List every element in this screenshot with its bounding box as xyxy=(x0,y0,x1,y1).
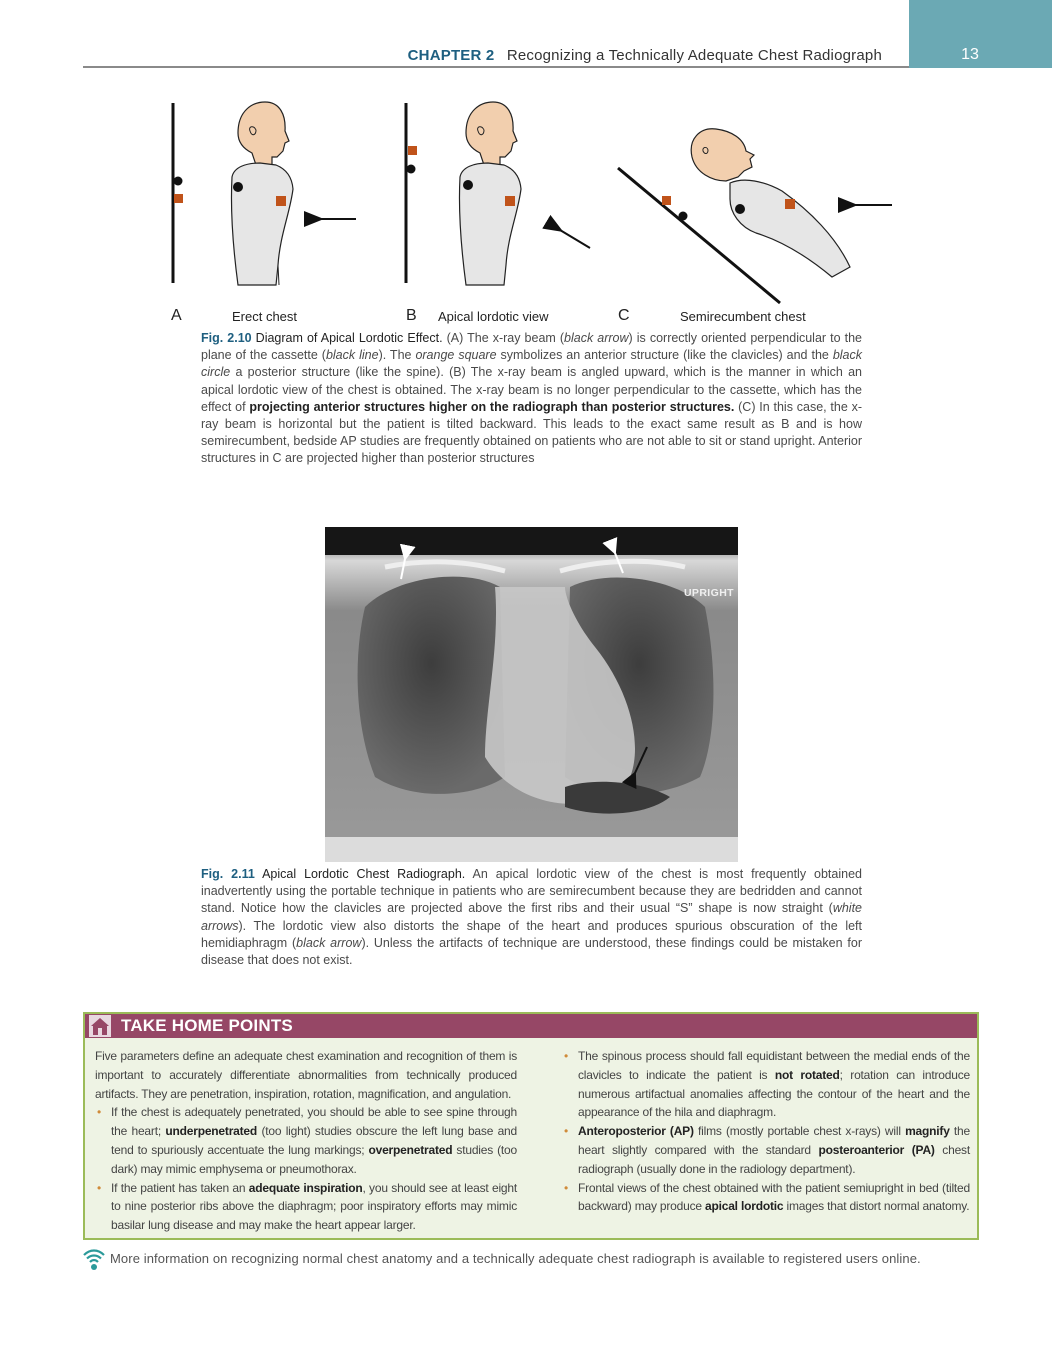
take-home-bullet xyxy=(562,1047,970,1122)
bullet-text: If the chest is adequately penetrated, you should be able to see spine through the heart; xyxy=(111,1105,517,1139)
caption-segment: An apical lordotic view of the chest is most frequently obtained inadvertently using the portable technique in patients who are semirecumbent because they are bedridden and cannot stand. Notice how the clavicles are projected above the first ribs and their usual “S” shape is now straight ( xyxy=(201,867,862,916)
caption-segment: ). The lordotic view also distorts the shape of the heart and produces spurious obscuration of the left hemidiaphragm ( xyxy=(201,918,862,950)
caption-segment: Fig. 2.10 xyxy=(201,331,252,345)
take-home-intro: Five parameters define an adequate chest examination and recognition of them is important to accurately differentiate abnormalities from technically produced artifacts. They are penetration, inspiration, rotation, magnification, and angulation. xyxy=(95,1049,517,1101)
page-number: 13 xyxy=(961,46,979,63)
panel-a-erect-figure xyxy=(173,102,356,285)
caption-segment: (A) The x-ray beam ( xyxy=(442,331,565,345)
take-home-bullet xyxy=(562,1122,970,1178)
panel-letter-a: A xyxy=(171,307,182,324)
panel-letter-c: C xyxy=(618,307,630,324)
figure-2-10-caption xyxy=(201,330,862,468)
bullet-text: , you should see at least eight to nine posterior ribs above the diaphragm; poor inspiratory efforts may mimic basilar lung disease and may make the heart appear larger. xyxy=(111,1180,517,1233)
emphasis-term: Anteroposterior (AP) xyxy=(578,1124,694,1139)
panel-b-lordotic-figure xyxy=(406,102,590,285)
posterior-marker-a xyxy=(174,177,183,186)
caption-segment: black arrow xyxy=(564,331,629,345)
xray-beam-arrow-b xyxy=(560,230,590,248)
figure-2-11-caption xyxy=(201,866,862,969)
take-home-title: TAKE HOME POINTS xyxy=(121,1016,293,1035)
bullet-text: images that distort normal anatomy. xyxy=(783,1199,970,1214)
take-home-points-box xyxy=(83,1012,979,1240)
caption-segment: symbolizes an anterior structure (like the clavicles) and the xyxy=(496,348,833,363)
caption-segment: a posterior structure (like the spine). (B) The x-ray beam is angled upward, which is the manner in which an apical lordotic view of the chest is obtained. The x-ray beam is no longer perpendicular to the cassette, which has the effect of xyxy=(201,365,862,414)
caption-segment: black line xyxy=(325,348,379,363)
caption-segment: (C) In this case, the x-ray beam is horizontal but the patient is tilted backward. This leads to the exact same result as B and is how semirecumbent, bedside AP studies are frequently obtained on patients who are not able to sit or stand upright. Anterior structures in C are projected higher than posterior structures xyxy=(201,399,863,466)
chest-radiograph xyxy=(325,527,738,862)
panel-c-semirecumbent-figure xyxy=(618,129,892,303)
take-home-left-column xyxy=(95,1047,517,1235)
apical-lordotic-diagram xyxy=(160,95,900,330)
caption-segment: black circle xyxy=(201,348,862,380)
anterior-marker-c xyxy=(662,196,671,205)
bullet-text: studies (too dark) may mimic emphysema or pneumothorax. xyxy=(111,1142,517,1176)
bullet-text: (too light) studies obscure the left lung base and tend to spuriously accentuate the lung markings; xyxy=(111,1124,517,1157)
chapter-label: CHAPTER 2 xyxy=(407,47,495,64)
take-home-header xyxy=(85,1014,977,1038)
bullet-text: chest radiograph (usually done in the radiology department). xyxy=(578,1142,970,1176)
take-home-bullet xyxy=(562,1179,970,1217)
caption-segment: projecting anterior structures higher on the radiograph than posterior structures. xyxy=(249,399,735,414)
caption-segment: Fig. 2.11 xyxy=(201,867,255,881)
bullet-text: ; rotation can introduce numerous artifactual anomalies affecting the contour of the heart and the appearance of the hila and diaphragm. xyxy=(578,1067,970,1120)
take-home-left-list xyxy=(95,1103,517,1235)
chapter-title: Recognizing a Technically Adequate Chest Radiograph xyxy=(506,47,882,64)
bullet-text: The spinous process should fall equidistant between the medial ends of the clavicles to indicate the patient is xyxy=(578,1049,970,1082)
take-home-bullet xyxy=(95,1103,517,1178)
caption-segment: ). Unless the artifacts of technique are understood, these findings could be mistaken for disease that does not exist. xyxy=(201,935,862,968)
posterior-marker-c xyxy=(679,212,688,221)
caption-segment: ) is correctly oriented perpendicular to the plane of the cassette ( xyxy=(201,331,862,363)
running-header xyxy=(330,47,882,64)
caption-segment: Apical Lordotic Chest Radiograph. xyxy=(254,867,466,881)
caption-segment: Diagram of Apical Lordotic Effect. xyxy=(251,331,443,345)
house-icon xyxy=(89,1015,111,1037)
emphasis-term: not rotated xyxy=(774,1067,840,1082)
take-home-right-column xyxy=(562,1047,970,1216)
anterior-marker-a xyxy=(174,194,183,203)
bullet-text: the heart slightly compared with the standard xyxy=(578,1124,971,1157)
wifi-icon xyxy=(82,1246,106,1272)
caption-segment: orange square xyxy=(415,348,497,363)
radiograph-image xyxy=(325,527,738,862)
header-rule xyxy=(83,66,909,68)
bullet-text: films (mostly portable chest x-rays) will xyxy=(693,1124,906,1139)
upright-marker: UPRIGHT xyxy=(683,587,734,599)
anterior-marker-b xyxy=(408,146,417,155)
emphasis-term: apical lordotic xyxy=(705,1199,784,1214)
panel-title-c: Semirecumbent chest xyxy=(680,309,806,324)
take-home-bullet xyxy=(95,1179,517,1235)
emphasis-term: underpenetrated xyxy=(165,1124,258,1139)
panel-title-a: Erect chest xyxy=(232,309,298,324)
emphasis-term: adequate inspiration xyxy=(248,1180,363,1195)
emphasis-term: posteroanterior (PA) xyxy=(818,1142,935,1157)
take-home-right-list xyxy=(562,1047,970,1216)
caption-segment: white arrows xyxy=(201,901,862,933)
bullet-text: Frontal views of the chest obtained with the patient semiupright in bed (tilted backward) may produce xyxy=(578,1180,970,1214)
posterior-marker-b xyxy=(407,165,416,174)
panel-letter-b: B xyxy=(406,307,417,324)
bullet-text: If the patient has taken an xyxy=(111,1180,249,1195)
caption-segment: black arrow xyxy=(296,935,362,950)
emphasis-term: overpenetrated xyxy=(368,1142,453,1157)
emphasis-term: magnify xyxy=(905,1124,950,1139)
panel-title-b: Apical lordotic view xyxy=(438,309,549,324)
caption-segment: ). The xyxy=(378,348,416,363)
online-resources-note: More information on recognizing normal chest anatomy and a technically adequate chest radiograph is available to registered users online. xyxy=(110,1251,921,1266)
